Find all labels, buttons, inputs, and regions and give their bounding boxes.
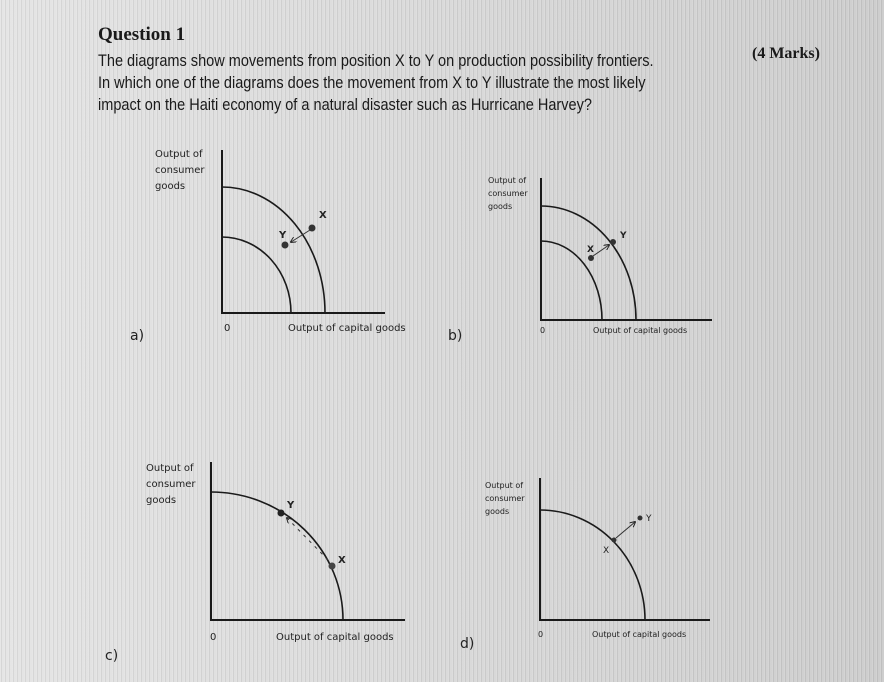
option-d-label: d) (460, 636, 475, 652)
y-axis-label: Output of (488, 176, 527, 185)
label-x: X (603, 546, 610, 556)
inner-ppf-curve (222, 237, 291, 313)
question-title: Question 1 (98, 24, 186, 45)
question-text: The diagrams show movements from position X to Y on production possibility frontiers. In which one of the diagrams does the movement from X to Y illustrate the most likely impact on the Haiti economy of a natural disaster such as Hurricane Harvey? (98, 52, 654, 114)
axes (211, 462, 405, 620)
option-a-label: a) (130, 328, 145, 344)
origin-label: 0 (538, 630, 544, 639)
point-y (610, 239, 616, 245)
y-axis-label: consumer (488, 189, 528, 198)
diagram-b (448, 176, 712, 344)
movement-arrow (287, 518, 328, 560)
movement-arrow (593, 245, 609, 256)
outer-ppf-curve (541, 206, 636, 320)
y-axis-label: goods (155, 181, 186, 192)
y-axis-label: consumer (485, 494, 525, 503)
y-axis-label: Output of (155, 149, 203, 160)
outer-ppf-curve (222, 187, 325, 313)
marks-label: (4 Marks) (752, 45, 820, 62)
origin-label: 0 (540, 326, 546, 335)
y-axis-label: consumer (146, 479, 196, 490)
axes (222, 150, 385, 313)
y-axis-label: goods (488, 202, 513, 211)
point-y (282, 242, 289, 249)
movement-arrow (616, 522, 635, 538)
axes (541, 178, 712, 320)
label-x: X (319, 210, 327, 221)
option-c-label: c) (105, 648, 119, 664)
label-y: Y (287, 500, 295, 511)
label-y: Y (646, 514, 652, 524)
x-axis-label: Output of capital goods (288, 323, 406, 334)
y-axis-label: Output of (146, 463, 194, 474)
diagram-c (105, 462, 405, 664)
diagram-d (460, 478, 710, 652)
origin-label: 0 (210, 632, 217, 643)
y-axis-label: consumer (155, 165, 205, 176)
label-x: X (587, 245, 594, 255)
point-x (329, 563, 336, 570)
y-axis-label: Output of (485, 481, 524, 490)
option-b-label: b) (448, 328, 463, 344)
point-y (638, 516, 643, 521)
x-axis-label: Output of capital goods (593, 326, 688, 335)
y-axis-label: goods (146, 495, 177, 506)
y-axis-label: goods (485, 507, 510, 516)
x-axis-label: Output of capital goods (592, 630, 687, 639)
label-y: Y (279, 230, 287, 241)
label-y: Y (620, 231, 627, 241)
origin-label: 0 (224, 323, 231, 334)
axes (540, 478, 710, 620)
x-axis-label: Output of capital goods (276, 632, 394, 643)
ppf-curve (211, 492, 343, 620)
label-x: X (338, 555, 346, 566)
diagram-a (130, 149, 406, 344)
point-x (612, 538, 617, 543)
point-y (278, 510, 285, 517)
